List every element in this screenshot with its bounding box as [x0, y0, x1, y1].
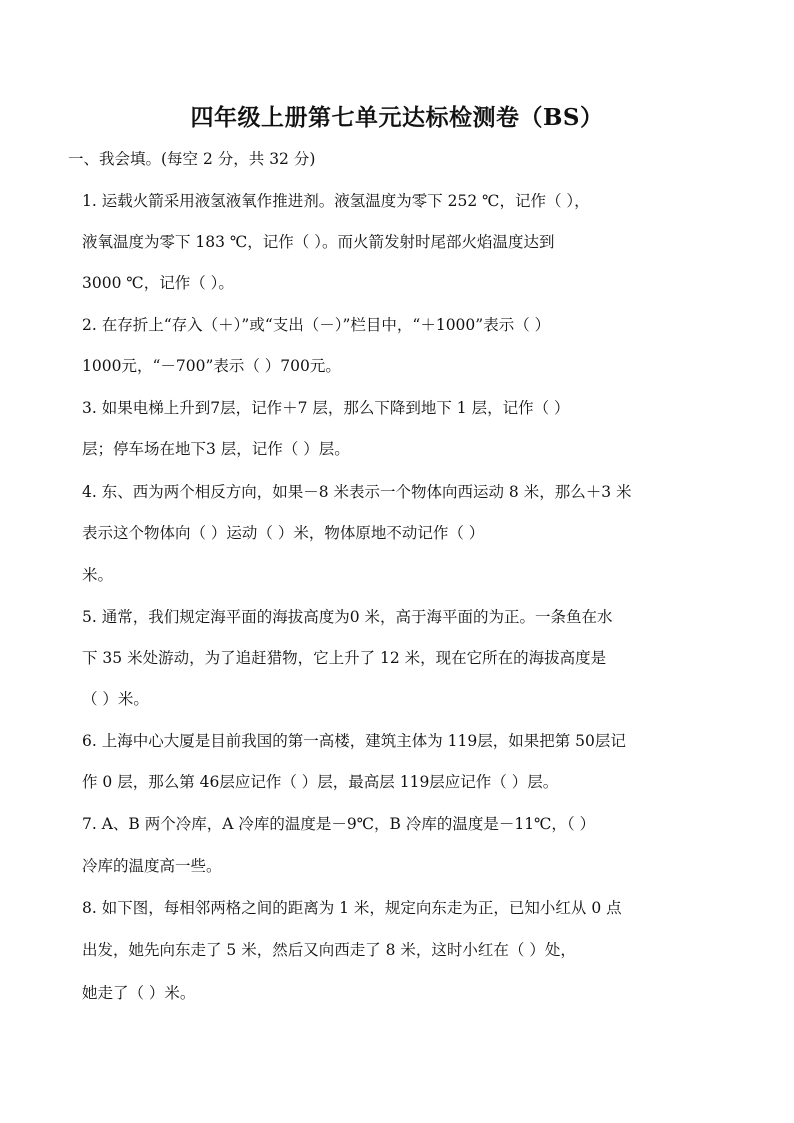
question-7-line-1: 7. A、B 两个冷库，A 冷库的温度是－9℃，B 冷库的温度是－11℃，（ ） [82, 815, 596, 833]
question-8-line-2: 出发，她先向东走了 5 米，然后又向西走了 8 米，这时小红在（ ）处， [82, 941, 576, 959]
question-6-line-1: 6. 上海中心大厦是目前我国的第一高楼，建筑主体为 119层，如果把第 50层记 [82, 732, 626, 750]
section-heading: 一、我会填。(每空 2 分，共 32 分) [68, 150, 316, 168]
question-1-line-3: 3000 ℃，记作（ ）。 [82, 274, 234, 292]
question-3-line-1: 3. 如果电梯上升到7层，记作＋7 层，那么下降到地下 1 层，记作（ ） [82, 399, 570, 417]
question-5-line-3: （ ）米。 [82, 690, 149, 708]
question-3-line-2: 层；停车场在地下3 层，记作（ ）层。 [82, 440, 350, 458]
question-5-line-2: 下 35 米处游动，为了追赶猎物，它上升了 12 米，现在它所在的海拔高度是 [82, 649, 607, 667]
question-1-line-1: 1. 运载火箭采用液氢液氧作推进剂。液氢温度为零下 252 ℃，记作（ ）， [82, 192, 590, 210]
question-8-line-3: 她走了（ ）米。 [82, 984, 196, 1002]
page-title: 四年级上册第七单元达标检测卷（BS） [190, 104, 604, 131]
question-2-line-1: 2. 在存折上“存入（＋）”或“支出（－）”栏目中，“＋1000”表示（ ） [82, 316, 551, 334]
question-1-line-2: 液氧温度为零下 183 ℃，记作（ ）。而火箭发射时尾部火焰温度达到 [82, 233, 555, 251]
question-4-line-3: 米。 [82, 566, 114, 584]
question-8-line-1: 8. 如下图，每相邻两格之间的距离为 1 米，规定向东走为正，已知小红从 0 点 [82, 899, 622, 917]
question-4-line-1: 4. 东、西为两个相反方向，如果－8 米表示一个物体向西运动 8 米，那么＋3 米 [82, 483, 632, 501]
question-7-line-2: 冷库的温度高一些。 [82, 857, 222, 875]
question-5-line-1: 5. 通常，我们规定海平面的海拔高度为0 米，高于海平面的为正。一条鱼在水 [82, 608, 613, 626]
question-2-line-2: 1000元，“－700”表示（ ）700元。 [82, 357, 341, 375]
question-4-line-2: 表示这个物体向（ ）运动（ ）米，物体原地不动记作（ ） [82, 524, 485, 542]
question-6-line-2: 作 0 层，那么第 46层应记作（ ）层，最高层 119层应记作（ ）层。 [82, 773, 559, 791]
